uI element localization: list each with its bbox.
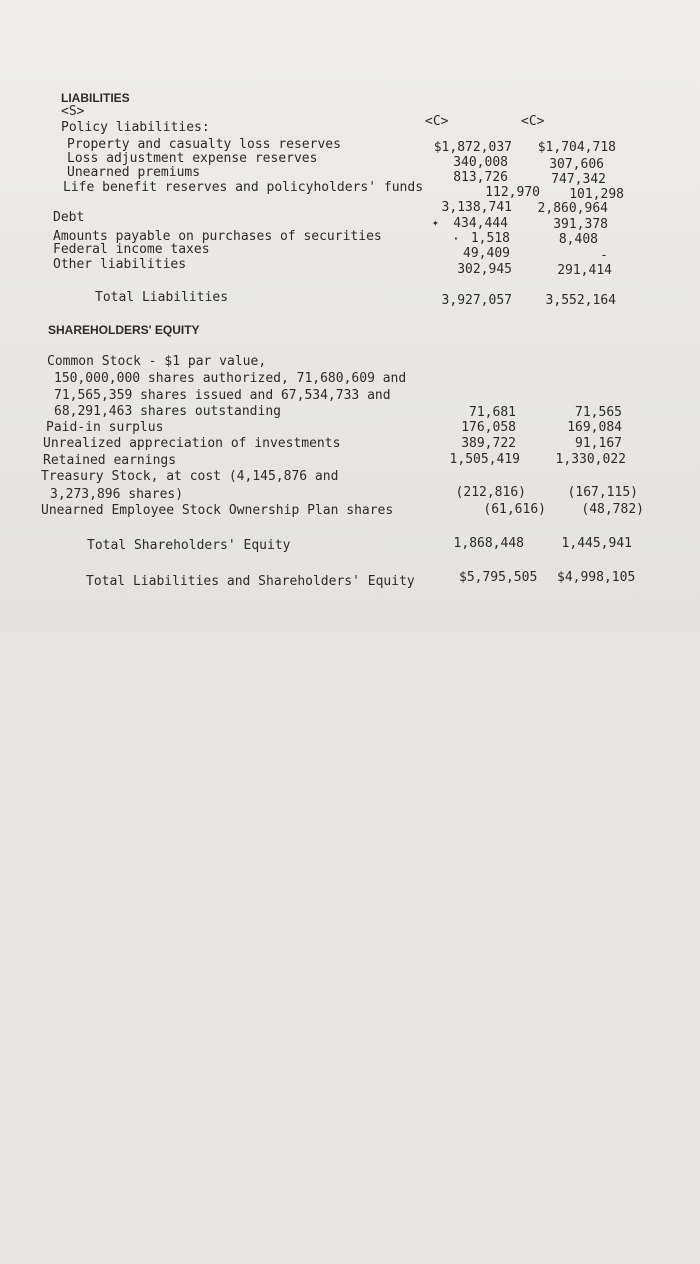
row-value-col1: 340,008 — [453, 155, 508, 170]
subtotal-col1: 3,138,741 — [441, 200, 512, 215]
paid-in-surplus-label: Paid-in surplus — [46, 420, 164, 435]
handwritten-mark-icon: ✦ — [432, 216, 439, 229]
row-label: Unearned premiums — [67, 165, 201, 180]
row-label: Life benefit reserves and policyholders' funds — [63, 180, 424, 195]
grand-total-label: Total Liabilities and Shareholders' Equity — [86, 574, 415, 589]
unrealized-appreciation-col2: 91,167 — [575, 436, 622, 451]
common-stock-line: 68,291,463 shares outstanding — [54, 404, 281, 419]
treasury-stock-col2: (167,115) — [567, 485, 638, 500]
common-stock-line: Common Stock - $1 par value, — [47, 354, 267, 369]
payables-col2: 8,408 — [558, 232, 598, 247]
federal-tax-col2: - — [600, 248, 608, 263]
esop-col2: (48,782) — [581, 502, 644, 517]
pen-dot-icon: · — [452, 232, 460, 247]
debt-col1: 434,444 — [453, 216, 508, 231]
common-stock-line: 150,000,000 shares authorized, 71,680,609 and — [54, 371, 407, 386]
other-liabilities-label: Other liabilities — [53, 257, 187, 272]
esop-label: Unearned Employee Stock Ownership Plan shares — [41, 503, 394, 518]
row-label: Property and casualty loss reserves — [67, 137, 341, 152]
row-value-col1: 813,726 — [453, 170, 508, 185]
total-equity-label: Total Shareholders' Equity — [87, 538, 291, 553]
unrealized-appreciation-col1: 389,722 — [461, 436, 516, 451]
row-value-col2: $1,704,718 — [537, 140, 616, 155]
grand-total-col2: $4,998,105 — [557, 570, 636, 585]
paid-in-surplus-col1: 176,058 — [461, 420, 516, 435]
paid-in-surplus-col2: 169,084 — [567, 420, 622, 435]
treasury-stock-line: 3,273,896 shares) — [50, 487, 184, 502]
total-liabilities-col2: 3,552,164 — [545, 293, 616, 308]
payables-col1: 1,518 — [470, 231, 510, 246]
total-equity-col1: 1,868,448 — [453, 536, 524, 551]
c-tag-col2: <C> — [521, 114, 545, 129]
row-value-col1: 112,970 — [485, 185, 540, 200]
s-tag: <S> — [61, 104, 85, 119]
row-value-col2: 307,606 — [549, 157, 604, 172]
c-tag-col1: <C> — [425, 114, 449, 129]
retained-earnings-label: Retained earnings — [43, 453, 177, 468]
retained-earnings-col1: 1,505,419 — [449, 452, 520, 467]
total-equity-col2: 1,445,941 — [561, 536, 632, 551]
treasury-stock-col1: (212,816) — [455, 485, 526, 500]
row-label: Loss adjustment expense reserves — [67, 151, 318, 166]
other-liabilities-col1: 302,945 — [457, 262, 512, 277]
row-value-col2: 101,298 — [569, 187, 624, 202]
debt-col2: 391,378 — [553, 217, 608, 232]
total-liabilities-col1: 3,927,057 — [441, 293, 512, 308]
common-stock-col1: 71,681 — [469, 405, 516, 420]
liabilities-heading: LIABILITIES — [61, 91, 130, 105]
unrealized-appreciation-label: Unrealized appreciation of investments — [43, 436, 341, 451]
other-liabilities-col2: 291,414 — [557, 263, 612, 278]
debt-label: Debt — [53, 210, 85, 225]
row-value-col1: $1,872,037 — [433, 140, 512, 155]
esop-col1: (61,616) — [483, 502, 546, 517]
policy-liabilities-label: Policy liabilities: — [61, 120, 210, 135]
federal-tax-label: Federal income taxes — [53, 242, 210, 257]
federal-tax-col1: 49,409 — [463, 246, 510, 261]
common-stock-line: 71,565,359 shares issued and 67,534,733 and — [54, 388, 391, 403]
subtotal-col2: 2,860,964 — [537, 201, 608, 216]
equity-heading: SHAREHOLDERS' EQUITY — [48, 323, 200, 337]
total-liabilities-label: Total Liabilities — [95, 290, 229, 305]
retained-earnings-col2: 1,330,022 — [555, 452, 626, 467]
grand-total-col1: $5,795,505 — [459, 570, 538, 585]
row-value-col2: 747,342 — [551, 172, 606, 187]
payables-label: Amounts payable on purchases of securities — [53, 229, 382, 244]
treasury-stock-line: Treasury Stock, at cost (4,145,876 and — [41, 469, 339, 484]
common-stock-col2: 71,565 — [575, 405, 622, 420]
